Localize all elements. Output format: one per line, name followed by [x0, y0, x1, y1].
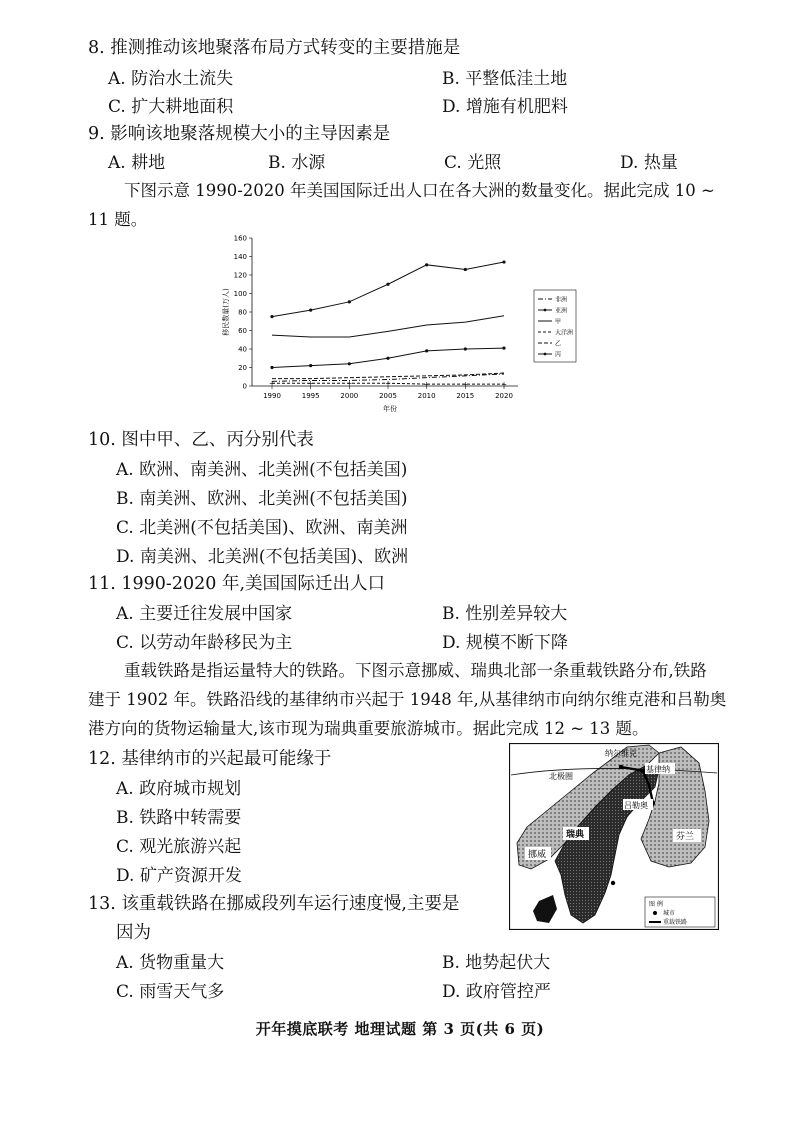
- chart-data-point: [425, 263, 428, 266]
- chart-data-point: [348, 362, 351, 365]
- page-footer: 开年摸底联考 地理试题 第 3 页(共 6 页): [255, 1020, 545, 1038]
- chart-data-point: +: [385, 379, 391, 388]
- chart-data-point: [309, 364, 312, 367]
- label-narvik: 纳尔维克: [605, 749, 637, 758]
- q11-option-d: D. 规模不断下降: [442, 633, 568, 653]
- q10-option-b: B. 南美洲、欧洲、北美洲(不包括美国): [116, 489, 408, 509]
- chart-data-point: [386, 357, 389, 360]
- q11-stem: 11. 1990-2020 年,美国国际迁出人口: [88, 574, 386, 594]
- q8-option-d: D. 增施有机肥料: [442, 97, 568, 117]
- chart-data-point: [425, 349, 428, 352]
- q13-option-a: A. 货物重量大: [116, 953, 225, 973]
- chart-legend-label: 甲: [555, 318, 562, 326]
- map-legend-rail: 重载铁路: [663, 919, 688, 926]
- map-legend-city: 城市: [663, 910, 676, 917]
- chart-data-point: +: [423, 380, 430, 389]
- label-norway: 挪威: [528, 850, 547, 860]
- label-stockholm: 斯德哥尔摩: [617, 883, 652, 891]
- q10-option-c: C. 北美洲(不包括美国)、欧洲、南美洲: [116, 518, 408, 538]
- q8-option-c: C. 扩大耕地面积: [108, 97, 234, 117]
- q12-option-d: D. 矿产资源开发: [116, 866, 242, 886]
- chart-data-point: [348, 300, 351, 303]
- q12-option-c: C. 观光旅游兴起: [116, 837, 242, 857]
- intro-12-13-line3: 港方向的货物运输量大,该市现为瑞典重要旅游城市。据此完成 12 ~ 13 题。: [88, 719, 649, 738]
- chart-x-axis-label: 年份: [383, 405, 397, 413]
- chart-data-point: [502, 260, 505, 263]
- chart-y-tick-label: 140: [233, 253, 247, 261]
- q9-option-c: C. 光照: [444, 153, 502, 173]
- chart-y-tick-label: 0: [242, 382, 247, 391]
- chart-data-point: +: [269, 379, 275, 388]
- q13-stem-line2: 因为: [116, 923, 151, 943]
- q8-option-a: A. 防治水土流失: [108, 69, 234, 89]
- label-sweden: 瑞典: [566, 830, 585, 840]
- q12-stem: 12. 基律纳市的兴起最可能缘于: [88, 749, 332, 769]
- stockholm-city-dot: [611, 881, 615, 885]
- chart-y-axis-label: 移民数量(万人): [222, 288, 230, 336]
- q10-option-d: D. 南美洲、北美洲(不包括美国)、欧洲: [116, 547, 409, 567]
- chart-legend-marker: [544, 309, 547, 312]
- chart-data-point: +: [307, 379, 314, 388]
- q9-stem: 9. 影响该地聚落规模大小的主导因素是: [88, 124, 391, 144]
- chart-data-point: [270, 315, 273, 318]
- chart-series-line: [272, 316, 504, 337]
- chart-y-tick-label: 60: [238, 327, 247, 335]
- chart-x-tick-label: 2020: [495, 392, 513, 400]
- chart-data-point: [464, 347, 467, 350]
- chart-data-point: +: [501, 380, 507, 389]
- chart-x-tick-label: 1990: [263, 392, 281, 400]
- chart-y-tick-label: 100: [233, 290, 247, 298]
- q12-option-b: B. 铁路中转需要: [116, 808, 242, 828]
- q9-option-b: B. 水源: [268, 153, 326, 173]
- chart-legend-label: 乙: [555, 340, 562, 348]
- chart-data-point: [502, 346, 505, 349]
- chart-data-point: [386, 283, 389, 286]
- q13-option-d: D. 政府管控严: [442, 982, 551, 1002]
- q9-option-d: D. 热量: [620, 153, 678, 173]
- chart-x-tick-label: 2005: [379, 392, 397, 400]
- chart-data-point: [309, 309, 312, 312]
- label-lulea: 吕勒奥: [624, 801, 648, 810]
- kiruna-city-dot: [641, 769, 645, 773]
- q10-option-a: A. 欧洲、南美洲、北美洲(不包括美国): [116, 460, 408, 480]
- q11-option-a: A. 主要迁往发展中国家: [116, 604, 293, 624]
- chart-data-point: [464, 268, 467, 271]
- narvik-city-dot: [619, 765, 623, 769]
- chart-y-tick-label: 160: [233, 234, 247, 243]
- q9-option-a: A. 耕地: [108, 153, 166, 173]
- q13-option-c: C. 雨雪天气多: [116, 982, 225, 1002]
- q12-option-a: A. 政府城市规划: [116, 779, 242, 799]
- label-kiruna: 基律纳: [646, 765, 670, 774]
- chart-legend-label: 亚洲: [555, 307, 568, 315]
- chart-data-point: [270, 366, 273, 369]
- chart-y-tick-label: 120: [233, 271, 247, 280]
- chart-legend-label: 非洲: [555, 296, 568, 304]
- chart-legend-marker: [544, 353, 547, 356]
- q8-option-b: B. 平整低洼土地: [442, 69, 568, 89]
- intro-12-13-line2: 建于 1902 年。铁路沿线的基律纳市兴起于 1948 年,从基律纳市向纳尔维克港和吕勒奥: [88, 690, 727, 709]
- label-arctic-circle: 北极圈: [549, 772, 573, 781]
- chart-y-tick-label: 20: [238, 364, 247, 372]
- chart-x-tick-label: 2015: [456, 392, 475, 400]
- chart-series-line: [272, 262, 504, 317]
- q13-stem-line1: 13. 该重载铁路在挪威段列车运行速度慢,主要是: [88, 894, 460, 914]
- chart-legend-label: 大洋洲: [555, 329, 574, 337]
- chart-legend-label: 丙: [555, 351, 562, 359]
- intro-12-13-line1: 重载铁路是指运量特大的铁路。下图示意挪威、瑞典北部一条重载铁路分布,铁路: [124, 661, 707, 680]
- label-finland: 芬兰: [676, 832, 695, 842]
- chart-x-tick-label: 2010: [417, 392, 436, 400]
- map-legend-title: 图 例: [649, 901, 663, 908]
- emigration-line-chart: [218, 232, 578, 414]
- q10-stem: 10. 图中甲、乙、丙分别代表: [88, 430, 314, 450]
- chart-data-point: +: [346, 379, 353, 388]
- chart-data-point: +: [462, 380, 469, 389]
- chart-x-tick-label: 1995: [301, 392, 320, 400]
- chart-y-tick-label: 80: [238, 308, 247, 317]
- q13-option-b: B. 地势起伏大: [442, 953, 551, 973]
- intro-10-11-line2: 11 题。: [88, 210, 148, 229]
- q11-option-b: B. 性别差异较大: [442, 604, 568, 624]
- legend-city-icon: [653, 911, 657, 915]
- chart-y-tick-label: 40: [238, 345, 247, 354]
- q11-option-c: C. 以劳动年龄移民为主: [116, 633, 293, 653]
- intro-10-11-line1: 下图示意 1990-2020 年美国国际迁出人口在各大洲的数量变化。据此完成 10 ~: [124, 181, 715, 200]
- q8-stem: 8. 推测推动该地聚落布局方式转变的主要措施是: [88, 38, 461, 58]
- scandinavia-railway-map: [509, 743, 719, 930]
- chart-x-tick-label: 2000: [340, 392, 359, 400]
